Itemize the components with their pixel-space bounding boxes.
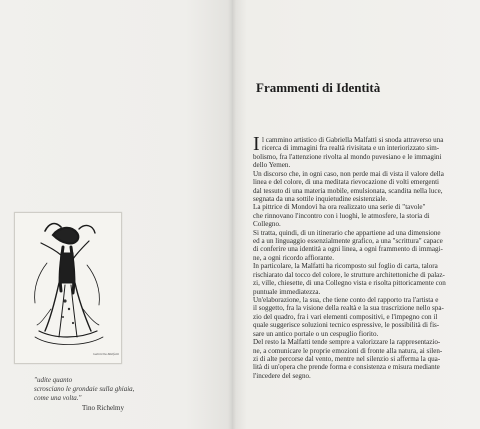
body-line: La pittrice di Mondovì ha ora realizzato una serie di "tavole" (253, 203, 426, 212)
body-line: ed a un linguaggio essenzialmente grafico, a una "scrittura" capace (253, 237, 443, 246)
body-line: In particolare, la Malfatti ha ricomposto sul foglio di carta, talora (253, 262, 438, 271)
quote-author: Tino Richelmy (82, 404, 124, 412)
body-line: ne, a comunicare le proprie emozioni di fronte alla natura, ai silen- (253, 346, 443, 355)
left-page (0, 0, 232, 429)
body-line: Del resto la Malfatti tende sempre a valorizzare la rappresentazio- (253, 338, 441, 347)
drop-cap: I (253, 133, 260, 155)
body-line: che rinnovano l'incontro con i luoghi, le atmosfere, la storia di (253, 211, 430, 220)
body-line: zi, ville, chiesette, di una Collegno vista e risolta pittoricamente con (253, 279, 446, 288)
body-line: sare un antico portale o un cespuglio fiorito. (253, 329, 379, 338)
body-line: lità di un'opera che prende forma e consistenza e misura mediante (253, 363, 440, 372)
epigraph-quote (34, 376, 134, 403)
body-line: Un discorso che, in ogni caso, non perde mai di vista il valore della (253, 169, 444, 178)
body-line: zio del quadro, fra i vari elementi compositivi, e l'impegno con il (253, 312, 438, 321)
body-line: di conferire una identità a ogni linea, a ogni frammento di immagi- (253, 245, 443, 254)
body-line: puntuale immediatezza. (253, 287, 321, 296)
body-line: ricerca di immagini fra realtà rivisitata e un interiorizzato sim- (262, 144, 440, 153)
artwork-drawing (15, 213, 121, 363)
quote-line: scrosciano le grondaie sulla ghiaia, (34, 385, 135, 393)
quote-line: come una volta." (34, 394, 82, 402)
body-line: Si tratta, quindi, di un itinerario che appartiene ad una dimensione (253, 228, 441, 237)
body-line: dello Yemen. (253, 161, 291, 170)
body-line: linea e del colore, di una meditata rievocazione di volti emergenti (253, 178, 440, 187)
article-body (253, 133, 468, 380)
body-line: l'incedere del segno. (253, 371, 311, 380)
book-gutter (228, 0, 236, 429)
body-line: Collegno. (253, 220, 281, 229)
body-line: l cammino artistico di Gabriella Malfatti si snoda attraverso una (262, 136, 444, 144)
body-line: segnata da una sottile inquietudine esistenziale. (253, 194, 388, 203)
body-line: il soggetto, fra la visione della realtà e la sua trascrizione nello spa- (253, 304, 444, 313)
article-title: Frammenti di Identità (256, 80, 381, 95)
body-line: ne, a ogni ricordo affiorante. (253, 253, 335, 262)
body-line: zi di alte percorse dal vento, mentre nel silenzio si afferma la qua- (253, 354, 441, 363)
quote-line: "udite quanto (34, 376, 73, 384)
body-line: quale suggerisce soluzioni tecnico espressive, le possibilità di fis- (253, 321, 440, 330)
body-line: dal tessuto di una materia mobile, emulsionata, scandita nella luce, (253, 186, 443, 195)
body-line: Un'elaborazione, la sua, che tiene conto del rapporto tra l'artista e (253, 296, 439, 305)
artwork-signature: Gabriella Malfatti (93, 352, 119, 356)
artwork-illustration (14, 212, 122, 364)
body-line: bolismo, fra l'attenzione rivolta al mondo puvesiano e le immagini (253, 152, 442, 161)
body-line: rischiarato dal tocco del colore, le strutture architettoniche di palaz- (253, 270, 445, 279)
